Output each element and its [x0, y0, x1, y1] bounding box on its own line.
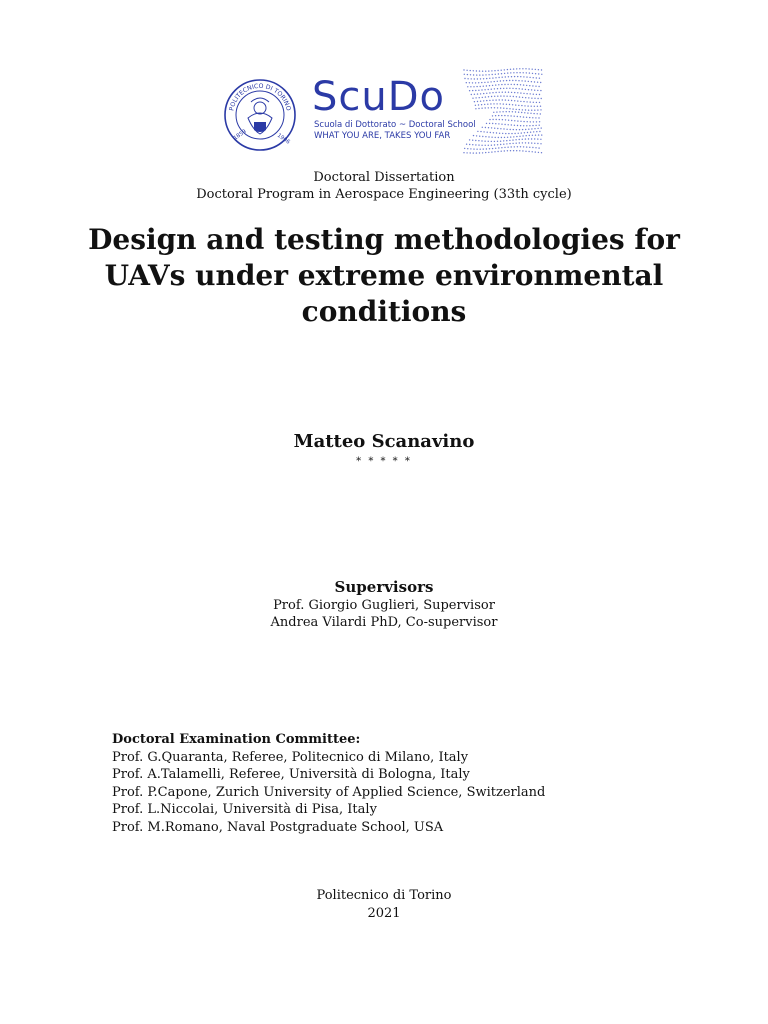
politecnico-seal-logo: [223, 78, 297, 152]
scudo-wordmark: ScuDo: [312, 74, 446, 120]
committee-member: Prof. G.Quaranta, Referee, Politecnico di Milano, Italy: [112, 749, 469, 765]
thesis-title: Design and testing methodologies for UAVs under extreme environmental conditions: [88, 223, 680, 328]
author-separator: * * * * *: [356, 456, 412, 467]
dotted-wave-graphic: [462, 66, 544, 156]
supervisors-heading: Supervisors: [334, 578, 434, 596]
publication-year: 2021: [367, 906, 401, 921]
institution-name: Politecnico di Torino: [316, 888, 452, 903]
committee-member: Prof. P.Capone, Zurich University of Applied Science, Switzerland: [112, 784, 546, 800]
program-label: Doctoral Program in Aerospace Engineering (33th cycle): [196, 187, 572, 202]
svg-text:1859: 1859: [232, 128, 248, 142]
committee-heading: Doctoral Examination Committee:: [112, 732, 361, 747]
svg-text:POLITECNICO DI TORINO: POLITECNICO DI TORINO: [228, 82, 292, 112]
logo-bar: [0, 66, 768, 158]
scudo-subtitle: Scuola di Dottorato ~ Doctoral School: [314, 120, 476, 130]
author-name: Matteo Scanavino: [293, 431, 475, 452]
supervisor-item: Andrea Vilardi PhD, Co-supervisor: [270, 615, 498, 630]
dissertation-label: Doctoral Dissertation: [313, 170, 455, 185]
scudo-tagline: WHAT YOU ARE, TAKES YOU FAR: [314, 131, 451, 141]
supervisor-item: Prof. Giorgio Guglieri, Supervisor: [273, 598, 495, 613]
committee-member: Prof. A.Talamelli, Referee, Università di Bologna, Italy: [112, 767, 470, 783]
committee-member: Prof. M.Romano, Naval Postgraduate School, USA: [112, 819, 444, 835]
committee-member: Prof. L.Niccolai, Università di Pisa, Italy: [112, 802, 377, 818]
committee-block: [112, 731, 545, 837]
scudo-logo: [312, 74, 476, 146]
svg-text:1906: 1906: [275, 132, 291, 146]
